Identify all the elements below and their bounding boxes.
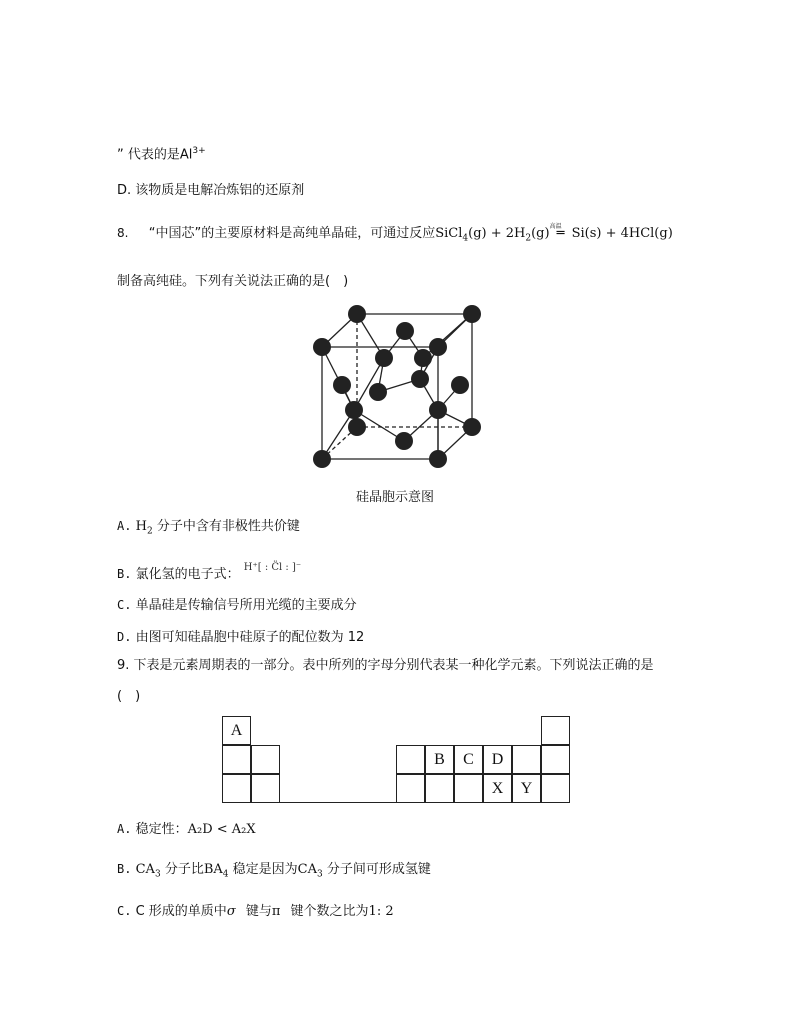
option-text: 分子比 — [164, 862, 204, 877]
formula: H — [135, 519, 147, 534]
line-al-ion — [117, 142, 206, 164]
option-text: 键与 — [245, 904, 272, 919]
periodic-cell — [541, 716, 570, 745]
periodic-cell — [222, 745, 251, 774]
formula-sub: 3 — [317, 869, 323, 880]
option-label: C. — [117, 904, 132, 918]
question-8-line2: 制备高纯硅。下列有关说法正确的是( ) — [117, 274, 349, 289]
superscript: 3+ — [192, 146, 206, 156]
line-text: ” 代表的是Al — [117, 147, 193, 163]
option-label: C. — [117, 598, 132, 612]
reaction-condition: 高温 — [549, 223, 562, 230]
option-text: C 形成的单质中 — [135, 904, 227, 919]
eq-part: SiCl — [435, 226, 463, 241]
question-9: 9. 下表是元素周期表的一部分。表中所列的字母分别代表某一种化学元素。下列说法正确的是 — [117, 658, 654, 673]
formula: CA — [135, 862, 155, 877]
electron-formula: H⁺[ : C̈l : ]⁻ — [243, 562, 302, 573]
eq-part: (g) — [531, 226, 550, 241]
question-8 — [117, 224, 673, 248]
periodic-cell: A — [222, 716, 251, 745]
option-text: 由图可知硅晶胞中硅原子的配位数为 12 — [135, 630, 365, 645]
option-text: 分子间可形成氢键 — [326, 862, 431, 877]
option-d — [117, 628, 364, 647]
periodic-cell: B — [425, 745, 454, 774]
eq-part: (g) + 2H — [468, 226, 526, 241]
option-text: 氯化氢的电子式： — [135, 567, 240, 582]
option-label: A. — [117, 519, 132, 533]
table-gap-line — [280, 802, 396, 803]
option-text: 分子中含有非极性共价键 — [156, 519, 300, 534]
option-text: 单晶硅是传输信号所用光缆的主要成分 — [135, 598, 357, 613]
option-d-prev: D. 该物质是电解冶炼铝的还原剂 — [117, 183, 305, 198]
periodic-cell — [251, 774, 280, 803]
periodic-cell — [251, 745, 280, 774]
periodic-cell — [396, 745, 425, 774]
option-c — [117, 596, 357, 615]
periodic-cell — [222, 774, 251, 803]
option-label: B. — [117, 862, 132, 876]
periodic-cell: Y — [512, 774, 541, 803]
option-a — [117, 517, 300, 541]
formula: BA — [203, 862, 223, 877]
question-9-paren: ( ) — [117, 689, 141, 704]
option-text: 稳定是因为 — [232, 862, 298, 877]
option-text: 键个数之比为 — [290, 904, 369, 919]
option-label: B. — [117, 567, 132, 581]
option-text: 稳定性： — [135, 822, 188, 837]
periodic-cell: X — [483, 774, 512, 803]
pi-symbol: π — [271, 904, 281, 919]
formula-sub: 3 — [154, 869, 161, 880]
periodic-cell — [541, 745, 570, 774]
sigma-symbol: σ — [226, 904, 236, 919]
equation — [435, 223, 673, 244]
eq-sub: 4 — [462, 233, 469, 244]
ratio: 1: 2 — [368, 904, 394, 919]
option-b — [117, 562, 302, 585]
diagram-caption: 硅晶胞示意图 — [356, 490, 435, 505]
q9-option-a — [117, 820, 256, 839]
periodic-cell — [512, 745, 541, 774]
option-label: A. — [117, 822, 132, 836]
q9-option-c — [117, 902, 394, 921]
question-number: 8. — [117, 226, 129, 240]
periodic-cell — [425, 774, 454, 803]
periodic-cell — [396, 774, 425, 803]
periodic-cell: C — [454, 745, 483, 774]
periodic-cell — [454, 774, 483, 803]
formula-sub: 2 — [146, 526, 153, 537]
eq-sub: 2 — [525, 233, 532, 244]
question-text: “中国芯”的主要原材料是高纯单晶硅，可通过反应 — [148, 226, 436, 241]
formula: CA — [297, 862, 318, 877]
option-label: D. — [117, 630, 132, 644]
periodic-cell — [541, 774, 570, 803]
periodic-cell: D — [483, 745, 512, 774]
silicon-unit-cell-diagram — [300, 296, 490, 472]
eq-part: Si(s) + 4HCl(g) — [571, 226, 673, 241]
formula-sub: 4 — [222, 869, 229, 880]
formula: A₂D < A₂X — [187, 822, 256, 837]
q9-option-b — [117, 860, 431, 884]
equals-arrow: 高温 ═ — [550, 225, 572, 243]
